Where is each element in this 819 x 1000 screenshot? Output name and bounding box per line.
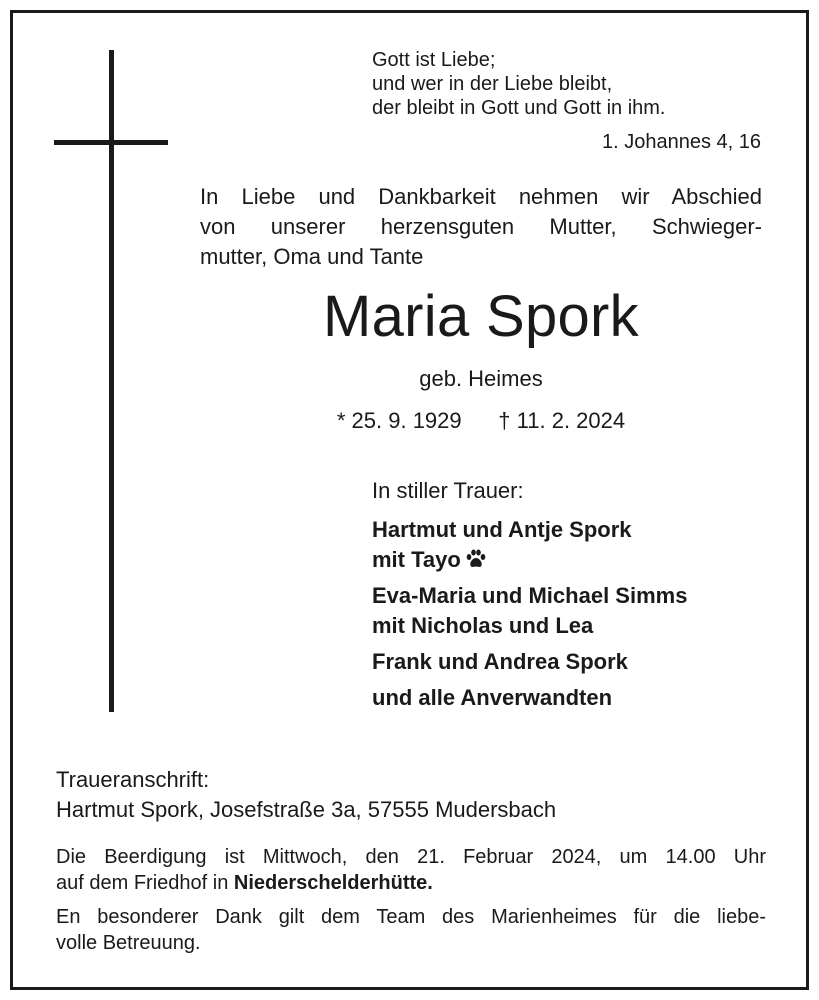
verse-line: Gott ist Liebe; xyxy=(372,49,496,71)
cross-horizontal-bar xyxy=(54,140,168,145)
family-group xyxy=(372,581,687,641)
bible-verse xyxy=(372,48,666,120)
address-label: Traueranschrift: xyxy=(56,767,210,792)
family-group xyxy=(372,515,687,575)
verse-line: der bleibt in Gott und Gott in ihm. xyxy=(372,97,666,119)
family-group xyxy=(372,683,687,713)
family-list xyxy=(372,515,687,719)
cross-vertical-bar xyxy=(109,50,114,712)
intro-text xyxy=(200,182,762,272)
life-dates: * 25. 9. 1929 † 11. 2. 2024 xyxy=(336,408,626,433)
family-line: mit Nicholas und Lea xyxy=(372,613,594,638)
family-line: Frank und Andrea Spork xyxy=(372,649,628,674)
birth-name: geb. Heimes xyxy=(419,366,543,391)
funeral-line-prefix: auf dem Friedhof in xyxy=(56,872,234,894)
family-line: und alle Anverwandten xyxy=(372,685,613,710)
family-group xyxy=(372,647,687,677)
funeral-line: Die Beerdigung ist Mittwoch, den 21. Februar 2024, um 14.00 Uhr xyxy=(56,846,766,868)
thanks-text xyxy=(56,904,766,956)
funeral-place: Niederschelderhütte. xyxy=(233,872,433,894)
family-line: mit Tayo xyxy=(372,547,461,572)
mourning-heading: In stiller Trauer: xyxy=(372,478,524,503)
thanks-line: volle Betreuung. xyxy=(56,932,201,954)
intro-line: In Liebe und Dankbarkeit nehmen wir Abschied xyxy=(200,184,762,209)
thanks-line: En besonderer Dank gilt dem Team des Marienheimes für die liebe- xyxy=(56,906,766,928)
intro-line: mutter, Oma und Tante xyxy=(200,244,424,269)
intro-line: von unserer herzensguten Mutter, Schwieger- xyxy=(200,214,762,239)
verse-line: und wer in der Liebe bleibt, xyxy=(372,73,613,95)
mourning-address xyxy=(56,765,556,825)
verse-reference: 1. Johannes 4, 16 xyxy=(601,131,761,153)
family-line: Hartmut und Antje Spork xyxy=(372,517,632,542)
address-line: Hartmut Spork, Josefstraße 3a, 57555 Mudersbach xyxy=(56,797,557,822)
family-line: Eva-Maria und Michael Simms xyxy=(372,583,688,608)
funeral-location-line xyxy=(56,870,766,896)
family-line-with-pet xyxy=(372,545,687,575)
deceased-name: Maria Spork xyxy=(323,284,639,349)
paw-icon xyxy=(465,547,487,567)
funeral-info xyxy=(56,844,766,896)
